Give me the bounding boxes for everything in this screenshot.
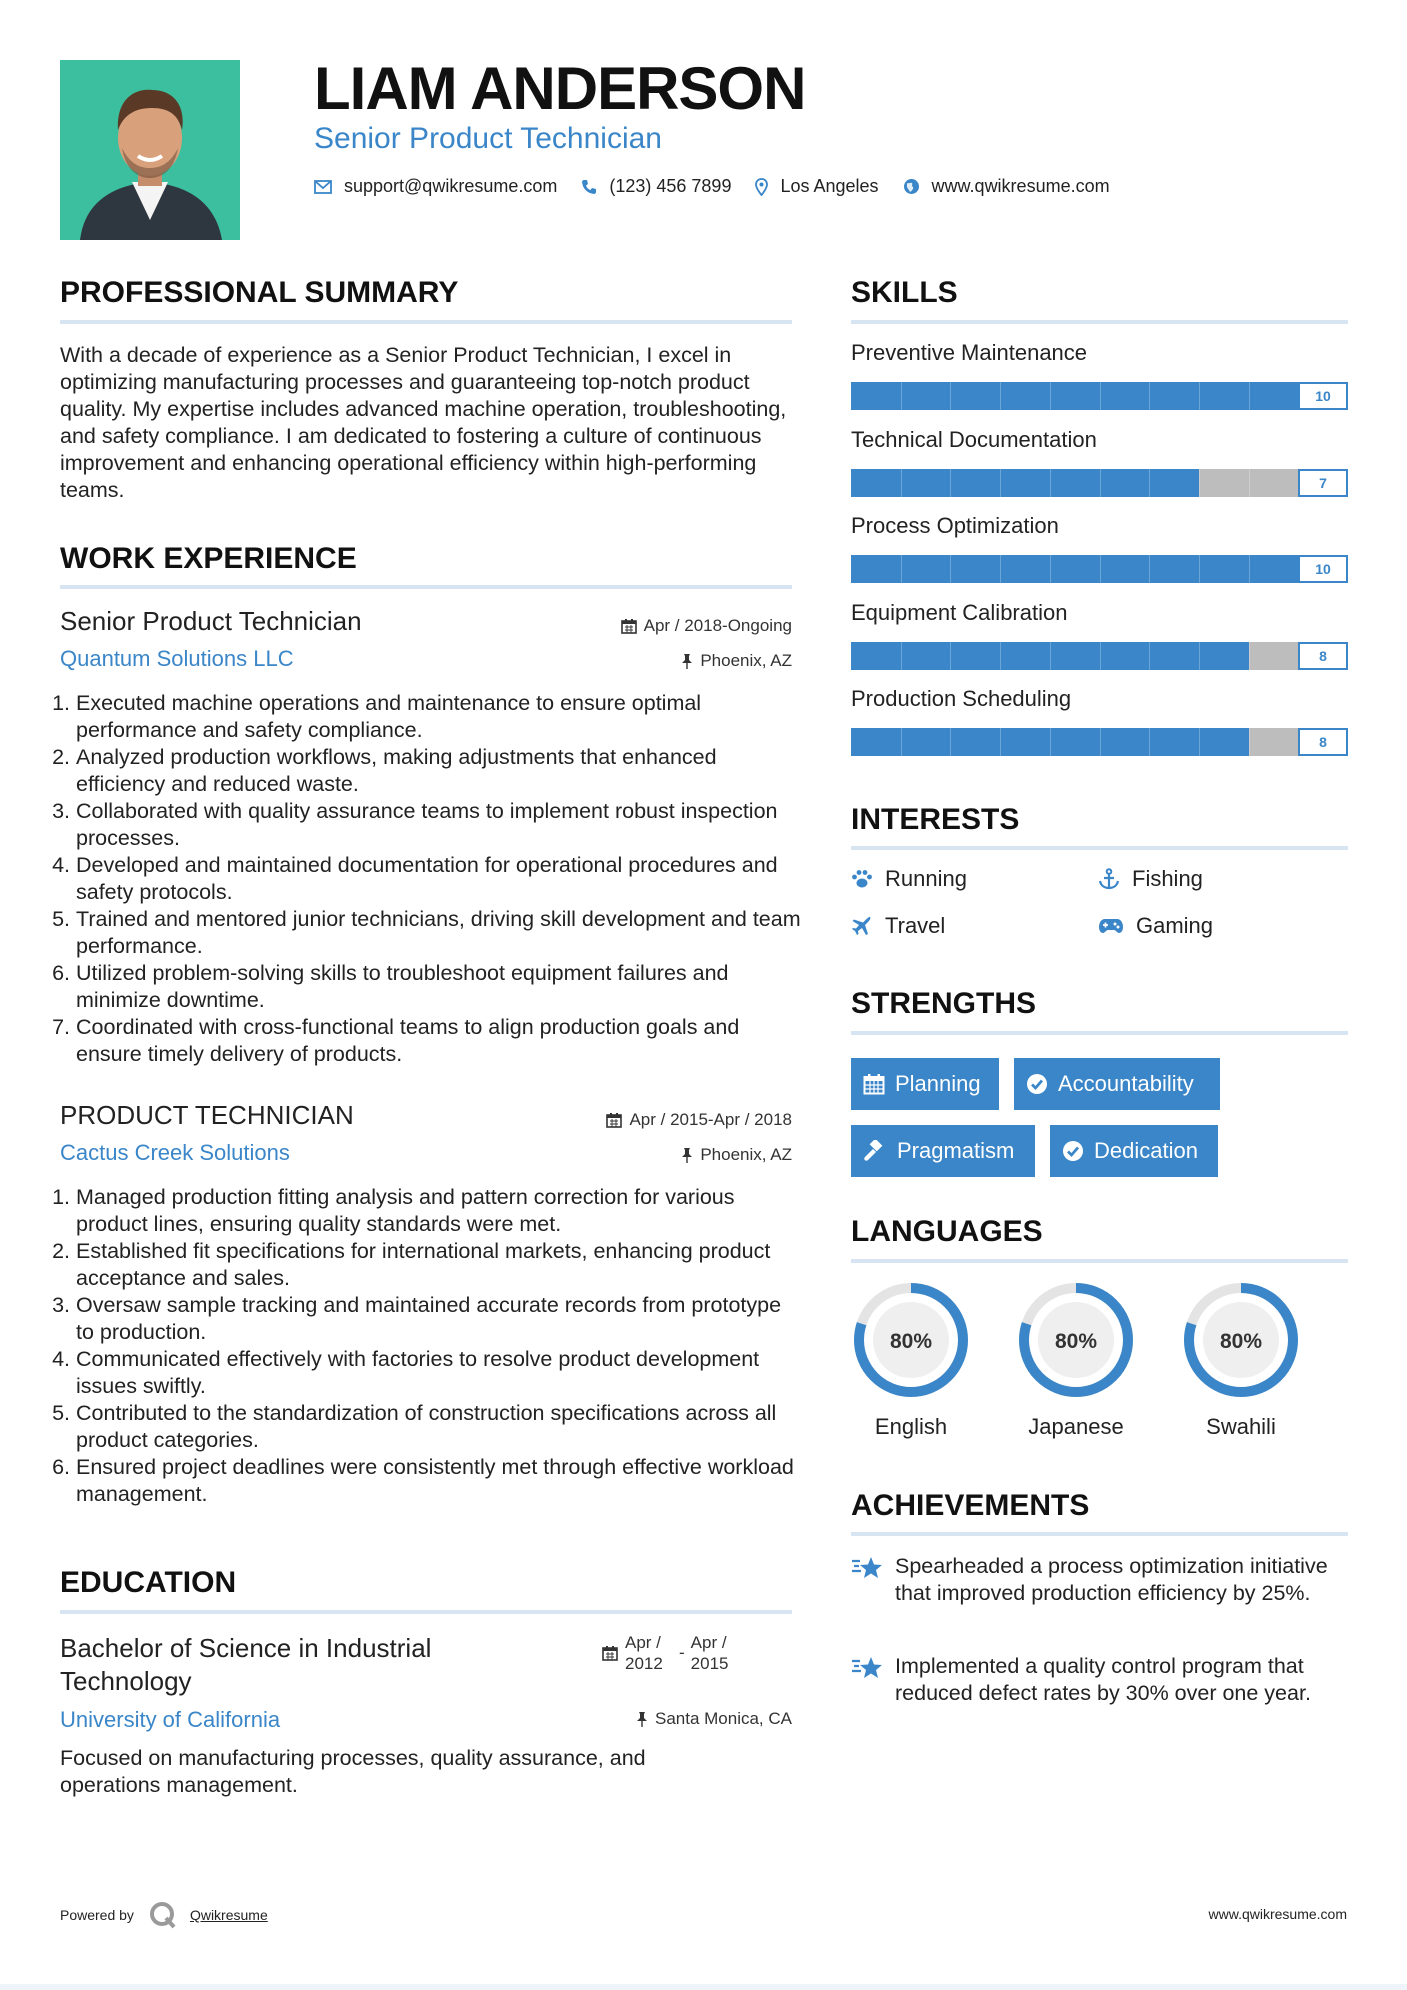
list-item: 4. Communicated effectively with factories to resolve product development issues swiftly. [76,1346,802,1400]
summary-heading: PROFESSIONAL SUMMARY [60,276,459,309]
list-item: 6. Ensured project deadlines were consistently met through effective workload management. [76,1454,802,1508]
list-item: 5. Contributed to the standardization of construction specifications across all product categories. [76,1400,802,1454]
summary-text: With a decade of experience as a Senior Product Technician, I excel in optimizing manufacturing processes and guaranteeing top-notch product quality. My expertise includes advanced machine operation, troubleshooting, and safety compliance. I am dedicated to fostering a culture of continuous improvement and enhancing operational efficiency within high-performing teams. [60,343,787,502]
candidate-title: Senior Product Technician [314,122,662,155]
list-item: 2. Established fit specifications for international markets, enhancing product acceptance and sales. [76,1238,802,1292]
languages-divider [851,1259,1348,1263]
envelope-icon [314,180,332,194]
language-ring [1014,1278,1138,1402]
skill-bar-segment [901,469,902,497]
website-text: www.qwikresume.com [931,176,1110,196]
strengths-divider [851,1031,1348,1035]
skill-bar-segment [1199,469,1200,497]
language-name: Japanese [1028,1414,1124,1439]
job-company[interactable]: Quantum Solutions LLC [60,646,294,671]
contact-website[interactable] [903,176,1110,197]
email-text: support@qwikresume.com [344,176,558,196]
interest-item-gaming [1098,913,1213,939]
skill-bar-segment [950,642,951,670]
skill-bar-segment [1050,382,1051,410]
skill-bar-segment [1000,382,1001,410]
job-location [681,1145,792,1165]
skill-bar-segment [1199,555,1200,583]
plane-icon [851,915,873,937]
strength-label: Planning [895,1071,981,1096]
skill-bar-segment [1100,642,1101,670]
skill-bar-segment [1149,382,1150,410]
achievements-heading: ACHIEVEMENTS [851,1489,1090,1522]
skill-score: 8 [1298,642,1348,670]
education-start: Apr / 2012 [625,1633,663,1673]
check-circle-icon [1026,1073,1048,1095]
strength-chip-pragmatism [851,1125,1035,1177]
list-item: 3. Collaborated with quality assurance teams to implement robust inspection processes. [76,798,802,852]
anchor-icon [1098,868,1120,890]
job-location-text: Phoenix, AZ [700,1145,792,1164]
language-percent: 80% [1219,1330,1263,1353]
job-title: PRODUCT TECHNICIAN [60,1100,354,1130]
date-separator: - [679,1643,685,1662]
skill-bar-segment [901,642,902,670]
skill-name: Production Scheduling [851,686,1072,711]
language-name: Swahili [1206,1414,1276,1439]
skill-bar [851,382,1348,410]
skill-bar-segment [1050,728,1051,756]
job-location [681,651,792,671]
skill-bar-segment [1149,555,1150,583]
avatar [60,60,240,240]
skill-name: Equipment Calibration [851,599,1068,625]
calendar-icon [606,1112,622,1128]
list-item: 1. Executed machine operations and maintenance to ensure optimal performance and safety compliance. [76,690,802,744]
interest-item-travel [851,913,945,939]
education-divider [60,1610,792,1614]
skill-name: Preventive Maintenance [851,340,1088,365]
education-location-text: Santa Monica, CA [654,1709,792,1728]
languages-heading: LANGUAGES [851,1215,1043,1248]
footer-powered-by [60,1900,268,1930]
globe-icon [903,178,920,195]
interest-label: Travel [885,913,946,938]
contact-email[interactable] [314,176,557,197]
skill-bar-segment [950,382,951,410]
skill-bar-segment [1249,642,1250,670]
achievements-divider [851,1532,1348,1536]
skill-bar-segment [1199,382,1200,410]
phone-text: (123) 456 7899 [609,176,732,196]
skill-score: 8 [1298,728,1348,756]
interest-label: Gaming [1136,913,1214,938]
skill-bar-segment [950,555,951,583]
list-item: 6. Utilized problem-solving skills to troubleshoot equipment failures and minimize downtime. [76,960,802,1014]
interest-item-running [851,866,967,892]
school-name[interactable]: University of California [60,1707,281,1732]
skill-bar [851,469,1348,497]
skill-bar-segment [1000,469,1001,497]
job-dates [621,616,792,636]
degree-title: Bachelor of Science in Industrial Technology [60,1633,432,1696]
interest-label: Fishing [1132,866,1203,891]
calendar-icon [602,1645,618,1661]
achievement-text: Spearheaded a process optimization initiative that improved production efficiency by 25%. [895,1554,1328,1605]
skill-score: 10 [1298,555,1348,583]
calendar-icon [621,618,637,634]
skill-bar-segment [1149,642,1150,670]
skill-bar-segment [1249,555,1250,583]
job-company[interactable]: Cactus Creek Solutions [60,1140,290,1165]
skill-bar-segment [1149,469,1150,497]
achievement-item [851,1553,1348,1607]
bottom-edge [0,1984,1407,1990]
skill-bar-segment [1050,469,1051,497]
skill-bar-segment [1050,642,1051,670]
interest-label: Running [885,866,967,891]
list-item: 3. Oversaw sample tracking and maintained accurate records from prototype to production. [76,1292,802,1346]
skill-bar-segment [1100,555,1101,583]
strength-chip-dedication [1050,1125,1218,1177]
language-percent: 80% [889,1330,933,1353]
gamepad-icon [1098,917,1124,935]
skill-bar-segment [950,728,951,756]
map-marker-icon [755,178,768,196]
candidate-name: LIAM ANDERSON [314,55,806,122]
education-heading: EDUCATION [60,1566,237,1599]
profile-photo [60,60,240,240]
strength-label: Accountability [1058,1071,1194,1096]
skill-bar-segment [1100,469,1101,497]
language-name: English [874,1414,948,1439]
skill-bar-segment [1100,728,1101,756]
job-bullets [58,690,802,1068]
skill-bar-segment [1199,728,1200,756]
contact-bar [314,176,1134,197]
strength-chip-accountability [1014,1058,1220,1110]
qwikresume-link[interactable]: Qwikresume [189,1907,268,1923]
skill-bar-segment [901,382,902,410]
job-title: Senior Product Technician [60,606,362,636]
paw-icon [851,869,873,889]
skills-heading: SKILLS [851,276,958,309]
contact-phone[interactable] [581,176,731,197]
achievement-text: Implemented a quality control program that reduced defect rates by 30% over one year. [895,1654,1311,1705]
job-location-text: Phoenix, AZ [700,651,792,670]
qwikresume-logo-icon [148,1900,178,1930]
skill-name: Technical Documentation [851,426,1097,452]
contact-location [755,176,878,197]
education-description: Focused on manufacturing processes, quality assurance, and operations management. [60,1746,646,1797]
check-circle-icon [1062,1140,1084,1162]
skills-divider [851,320,1348,324]
list-item: 4. Developed and maintained documentation for operational procedures and safety protocols. [76,852,802,906]
skill-bar-segment [1249,382,1250,410]
job-dates-text: Apr / 2018-Ongoing [643,616,792,635]
gavel-icon [863,1140,887,1162]
skill-score: 10 [1298,382,1348,410]
skill-bar-segment [1100,382,1101,410]
summary-divider [60,320,792,324]
skill-bar-fill [851,469,1199,497]
calendar-icon [863,1073,885,1095]
strengths-heading: STRENGTHS [851,987,1037,1020]
skill-name: Process Optimization [851,513,1059,538]
skill-bar-segment [901,728,902,756]
list-item: 5. Trained and mentored junior technicians, driving skill development and team performance. [76,906,802,960]
strength-chip-planning [851,1058,999,1110]
job-bullets [58,1184,802,1508]
skill-bar-segment [950,469,951,497]
skill-bar-segment [1000,642,1001,670]
education-end: Apr / 2015 [690,1633,729,1673]
skill-bar-segment [1000,728,1001,756]
experience-divider [60,585,792,589]
interest-item-fishing [1098,866,1203,892]
education-dates [602,1632,739,1674]
job-dates [606,1110,792,1130]
interests-heading: INTERESTS [851,803,1020,836]
interests-divider [851,846,1348,850]
language-ring [849,1278,973,1402]
education-location [636,1709,792,1729]
language-percent: 80% [1054,1330,1098,1353]
skill-bar-segment [901,555,902,583]
pushpin-icon [681,653,693,669]
experience-heading: WORK EXPERIENCE [60,542,357,575]
skill-bar-segment [1249,728,1250,756]
list-item: 2. Analyzed production workflows, making adjustments that enhanced efficiency and reduced waste. [76,744,802,798]
skill-bar-segment [1149,728,1150,756]
skill-bar [851,642,1348,670]
language-ring [1179,1278,1303,1402]
footer-website[interactable]: www.qwikresume.com [1208,1906,1347,1922]
pushpin-icon [681,1147,693,1163]
skill-bar-segment [1050,555,1051,583]
skill-score: 7 [1298,469,1348,497]
shooting-star-icon [851,1555,883,1581]
job-dates-text: Apr / 2015-Apr / 2018 [629,1110,792,1129]
skill-bar [851,728,1348,756]
list-item: 7. Coordinated with cross-functional teams to align production goals and ensure timely delivery of products. [76,1014,802,1068]
strength-label: Dedication [1094,1138,1198,1163]
achievement-item [851,1653,1348,1707]
skill-bar-segment [1199,642,1200,670]
location-text: Los Angeles [780,176,879,196]
skill-bar [851,555,1348,583]
strength-label: Pragmatism [897,1138,1015,1163]
phone-icon [581,179,597,195]
shooting-star-icon [851,1655,883,1681]
pushpin-icon [636,1711,648,1727]
skill-bar-segment [1000,555,1001,583]
powered-by-text: Powered by [60,1907,134,1923]
list-item: 1. Managed production fitting analysis and pattern correction for various product lines, ensuring quality standards were met. [76,1184,802,1238]
skill-bar-segment [1249,469,1250,497]
